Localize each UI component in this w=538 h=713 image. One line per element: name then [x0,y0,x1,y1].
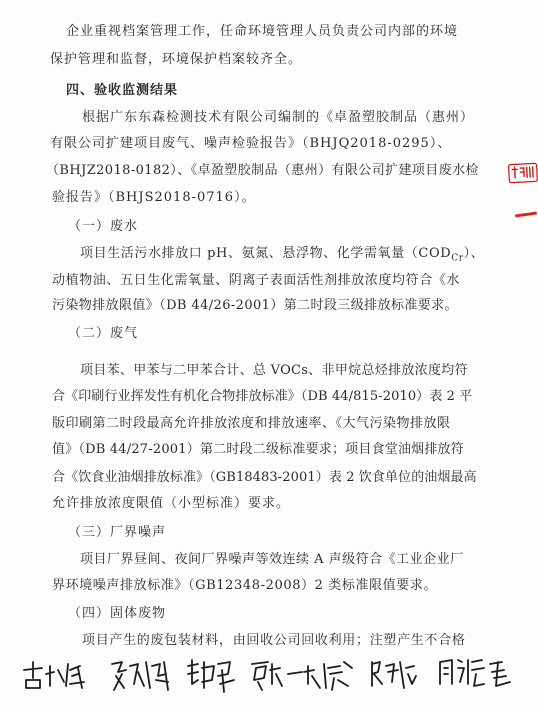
section-heading-results: 四、验收监测结果 [66,83,179,98]
signature-6 [436,652,520,692]
text-line-17: 合《饮食业油烟排放标准》（GB18483-2001）表 2 饮食单位的油烟最高 [52,470,477,485]
text-line-14: 合《印刷行业挥发性有机化合物排放标准》（DB 44/815-2010）表 2 平 [52,389,473,404]
text-line-23: 项目产生的废包装材料，由回收公司回收利用；注塑产生不合格 [82,633,466,648]
subheading-boundary-noise: （三）厂界噪声 [68,525,167,540]
subheading-wastewater: （一）废水 [68,219,139,234]
subheading-exhaust-gas: （二）废气 [68,326,139,341]
signature-4 [248,654,358,696]
text-line-21: 界环境噪声排放标准》（GB12348-2008）2 类标准限值要求。 [52,578,438,593]
seal-stamp-mark [515,211,537,217]
subheading-solid-waste: （四）固体废物 [68,606,167,621]
text-line-16: 值》（DB 44/27-2001）第二时段二级标准要求；项目食堂油烟排放符 [52,442,464,457]
text-line-6: （BHJZ2018-0182）、《卓盈塑胶制品（惠州）有限公司扩建项目废水检 [46,163,479,178]
cod-text: 项目生活污水排放口 pH、氨氮、悬浮物、化学需氧量（COD [80,246,452,261]
text-line-10: 动植物油、五日生化需氧量、阴离子表面活性剂排放浓度均符合《水 [52,273,461,288]
text-line-1: 企业重视档案管理工作，任命环境管理人员负责公司内部的环境 [66,24,459,39]
signature-area [16,648,526,708]
text-line-13: 项目苯、甲苯与二甲苯合计、总 VOCs、非甲烷总烃排放浓度均符 [80,363,468,378]
signature-3 [184,654,240,698]
signature-2 [108,654,178,698]
text-line-5: 有限公司扩建项目废气、噪声检验报告》（BHJQ2018-0295）、 [50,136,452,151]
seal-stamp-fragment [507,161,538,187]
signature-5 [368,654,420,694]
text-line-4: 根据广东东森检测技术有限公司编制的《卓盈塑胶制品（惠州） [82,110,475,125]
text-line-11: 污染物排放限值》（DB 44/26-2001）第二时段三级排放标准要求。 [52,298,458,313]
text-line-15: 版印刷第二时段最高允许排放浓度和排放速率、《大气污染物排放限 [52,416,451,431]
seal-stamp-graphic [507,161,538,187]
text-line-9 [80,246,484,267]
text-line-7: 验报告》（BHJS2018-0716）。 [52,190,256,205]
text-line-18: 允许排放浓度限值（小型标准）要求。 [52,496,291,511]
cod-subscript: Cr [451,253,464,264]
text-line-20: 项目厂界昼间、夜间厂界噪声等效连续 A 声级符合《工业企业厂 [80,552,464,567]
cod-close: ）、 [463,246,485,261]
text-line-2: 保护管理和监督，环境保护档案较齐全。 [50,52,303,67]
signature-1 [20,656,96,696]
